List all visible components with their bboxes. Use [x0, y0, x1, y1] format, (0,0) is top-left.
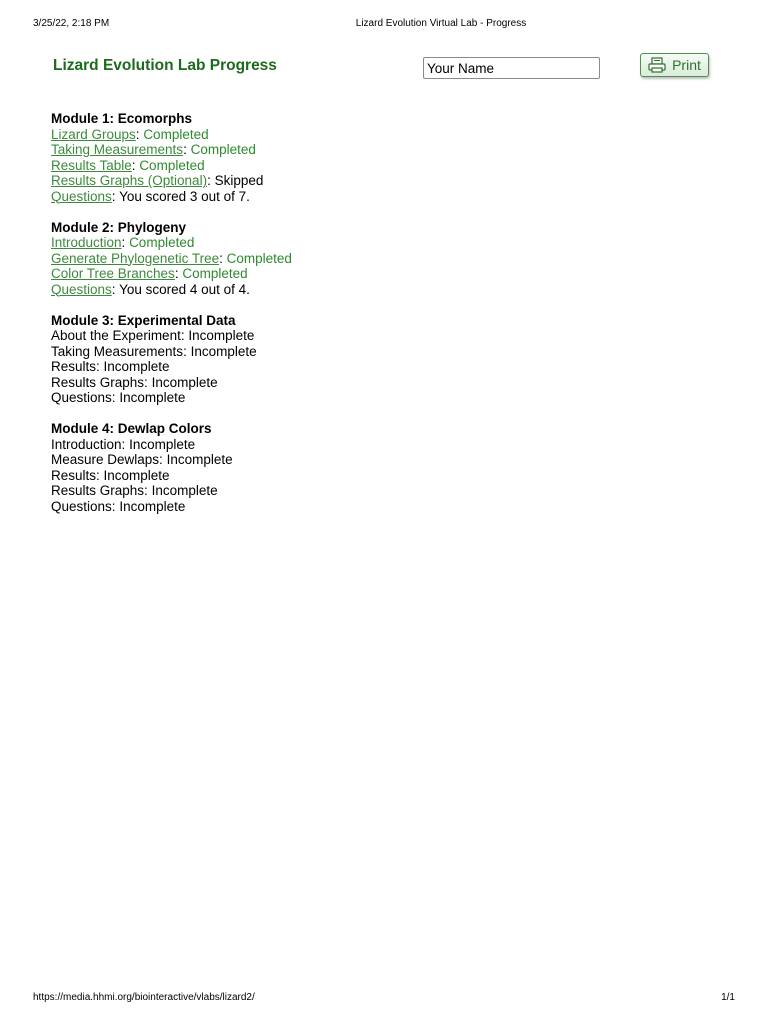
status-text: Incomplete [188, 328, 255, 343]
module-item: Taking Measurements: Incomplete [51, 343, 257, 359]
module-item: Questions: You scored 4 out of 4. [51, 281, 250, 297]
status-text: Completed [139, 157, 205, 173]
item-label: Results [51, 359, 97, 374]
item-label: Results [51, 467, 97, 483]
module-item: Results Graphs: Incomplete [51, 374, 218, 390]
printer-icon [648, 57, 666, 73]
status-text: Incomplete [151, 483, 218, 498]
print-footer-url: https://media.hhmi.org/biointeractive/vlabs/lizard2/ [33, 992, 255, 1003]
status-text: Incomplete [151, 374, 218, 390]
module-link-results-graphs-optional[interactable]: Results Graphs (Optional) [51, 173, 208, 188]
module-title: Module 3: Experimental Data [51, 312, 236, 328]
status-text: Incomplete [119, 390, 186, 405]
module-link-questions[interactable]: Questions [51, 281, 112, 297]
module-item: Results Graphs (Optional): Skipped [51, 173, 264, 188]
name-input[interactable] [423, 57, 600, 79]
module-2 [51, 220, 711, 298]
status-text: Completed [182, 266, 248, 281]
module-link-taking-measurements[interactable]: Taking Measurements [51, 142, 184, 157]
module-item: Lizard Groups: Completed [51, 126, 209, 142]
item-label: About the Experiment [51, 328, 181, 343]
module-item: Results: Incomplete [51, 359, 170, 374]
status-text: Incomplete [129, 436, 196, 452]
status-text: Incomplete [103, 467, 170, 483]
module-1 [51, 111, 711, 204]
module-title: Module 1: Ecomorphs [51, 111, 193, 126]
item-label: Measure Dewlaps [51, 452, 160, 467]
module-item: Color Tree Branches: Completed [51, 266, 248, 281]
item-label: Results Graphs [51, 483, 145, 498]
module-title: Module 2: Phylogeny [51, 219, 187, 235]
module-item: Results Graphs: Incomplete [51, 483, 218, 498]
module-item: Introduction: Incomplete [51, 436, 196, 452]
status-text: Incomplete [119, 498, 186, 514]
module-4 [51, 421, 711, 514]
status-text: Completed [226, 250, 292, 266]
module-item: Generate Phylogenetic Tree: Completed [51, 250, 292, 266]
module-item: Results: Incomplete [51, 467, 170, 483]
item-label: Questions [51, 498, 112, 514]
item-label: Introduction [51, 436, 122, 452]
module-item: Questions: Incomplete [51, 498, 186, 514]
print-header-title: Lizard Evolution Virtual Lab - Progress [355, 18, 527, 29]
item-label: Taking Measurements [51, 343, 184, 359]
module-link-color-tree-branches[interactable]: Color Tree Branches [51, 266, 175, 281]
module-link-introduction[interactable]: Introduction [51, 235, 122, 250]
module-item: Results Table: Completed [51, 157, 205, 173]
status-text: Completed [129, 235, 195, 250]
status-text: Incomplete [166, 452, 233, 467]
module-item: Taking Measurements: Completed [51, 142, 256, 157]
modules-list [51, 111, 711, 530]
module-3 [51, 313, 711, 406]
print-footer-page-number: 1/1 [721, 992, 735, 1003]
status-text: Skipped [214, 173, 264, 188]
status-text: Incomplete [103, 359, 170, 374]
module-item: Questions: You scored 3 out of 7. [51, 188, 250, 204]
status-text: Completed [143, 126, 209, 142]
page-title: Lizard Evolution Lab Progress [53, 57, 277, 74]
module-item: Introduction: Completed [51, 235, 195, 250]
module-link-lizard-groups[interactable]: Lizard Groups [51, 126, 136, 142]
module-item: Questions: Incomplete [51, 390, 186, 405]
print-header-date: 3/25/22, 2:18 PM [33, 18, 110, 29]
print-button-label: Print [672, 57, 701, 73]
module-title: Module 4: Dewlap Colors [51, 421, 212, 436]
item-label: Questions [51, 390, 112, 405]
module-link-generate-phylogenetic-tree[interactable]: Generate Phylogenetic Tree [51, 250, 220, 266]
score-text: You scored 4 out of 4. [119, 281, 250, 297]
module-item: Measure Dewlaps: Incomplete [51, 452, 233, 467]
score-text: You scored 3 out of 7. [119, 188, 250, 204]
status-text: Incomplete [190, 343, 257, 359]
module-item: About the Experiment: Incomplete [51, 328, 255, 343]
print-button[interactable] [640, 53, 709, 77]
status-text: Completed [190, 142, 256, 157]
module-link-questions[interactable]: Questions [51, 188, 112, 204]
item-label: Results Graphs [51, 374, 145, 390]
module-link-results-table[interactable]: Results Table [51, 157, 132, 173]
